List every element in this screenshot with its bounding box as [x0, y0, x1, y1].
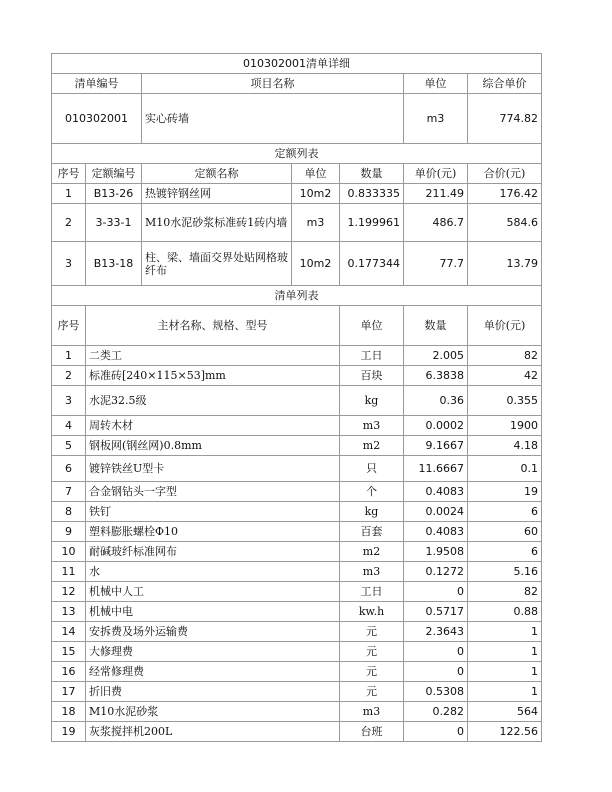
- quota-col-total: 合价(元): [468, 164, 542, 184]
- quota-col-unit: 单位: [292, 164, 340, 184]
- material-no: 6: [52, 456, 86, 482]
- material-name: 灰浆搅拌机200L: [86, 722, 340, 742]
- materials-col-unit: 单位: [340, 306, 404, 346]
- material-name: 折旧费: [86, 682, 340, 702]
- material-price: 19: [468, 482, 542, 502]
- header-row: [52, 74, 542, 94]
- material-row: [52, 366, 542, 386]
- material-no: 16: [52, 662, 86, 682]
- material-no: 15: [52, 642, 86, 662]
- material-price: 82: [468, 582, 542, 602]
- quota-total: 176.42: [468, 184, 542, 204]
- material-unit: 个: [340, 482, 404, 502]
- price-header: 综合单价: [468, 74, 542, 94]
- material-unit: 工日: [340, 582, 404, 602]
- material-row: [52, 642, 542, 662]
- material-price: 42: [468, 366, 542, 386]
- material-price: 0.88: [468, 602, 542, 622]
- material-qty: 0.1272: [404, 562, 468, 582]
- material-row: [52, 482, 542, 502]
- material-qty: 6.3838: [404, 366, 468, 386]
- material-no: 5: [52, 436, 86, 456]
- quota-header-row: [52, 164, 542, 184]
- material-name: 机械中人工: [86, 582, 340, 602]
- material-row: [52, 702, 542, 722]
- quota-qty: 0.833335: [340, 184, 404, 204]
- material-name: 经常修理费: [86, 662, 340, 682]
- materials-header-row: [52, 306, 542, 346]
- material-name: 塑料膨胀螺栓Φ10: [86, 522, 340, 542]
- unit-header: 单位: [404, 74, 468, 94]
- material-qty: 0: [404, 642, 468, 662]
- material-no: 17: [52, 682, 86, 702]
- material-row: [52, 542, 542, 562]
- material-qty: 0.4083: [404, 482, 468, 502]
- material-unit: 台班: [340, 722, 404, 742]
- material-qty: 0.0002: [404, 416, 468, 436]
- material-no: 11: [52, 562, 86, 582]
- material-qty: 9.1667: [404, 436, 468, 456]
- material-no: 18: [52, 702, 86, 722]
- quota-unit: 10m2: [292, 184, 340, 204]
- quota-col-price: 单价(元): [404, 164, 468, 184]
- material-no: 3: [52, 386, 86, 416]
- material-no: 4: [52, 416, 86, 436]
- quota-no: 1: [52, 184, 86, 204]
- material-unit: 百块: [340, 366, 404, 386]
- quota-name: 柱、梁、墙面交界处贴网格玻纤布: [142, 242, 292, 286]
- title-row: [52, 54, 542, 74]
- material-price: 82: [468, 346, 542, 366]
- material-no: 7: [52, 482, 86, 502]
- material-unit: kg: [340, 386, 404, 416]
- material-name: 标准砖[240×115×53]mm: [86, 366, 340, 386]
- material-name: 周转木材: [86, 416, 340, 436]
- material-qty: 0: [404, 722, 468, 742]
- material-name: 水: [86, 562, 340, 582]
- materials-section-title: 清单列表: [52, 286, 542, 306]
- material-unit: 元: [340, 642, 404, 662]
- materials-col-price: 单价(元): [468, 306, 542, 346]
- material-qty: 2.005: [404, 346, 468, 366]
- quota-col-qty: 数量: [340, 164, 404, 184]
- materials-section-row: [52, 286, 542, 306]
- material-row: [52, 346, 542, 366]
- quota-unit: m3: [292, 204, 340, 242]
- material-no: 1: [52, 346, 86, 366]
- material-unit: m3: [340, 416, 404, 436]
- materials-col-name: 主材名称、规格、型号: [86, 306, 340, 346]
- material-name: 合金钢钻头一字型: [86, 482, 340, 502]
- quota-price: 211.49: [404, 184, 468, 204]
- material-price: 564: [468, 702, 542, 722]
- quota-code: B13-26: [86, 184, 142, 204]
- material-unit: 元: [340, 682, 404, 702]
- quota-unit: 10m2: [292, 242, 340, 286]
- item-unit: m3: [404, 94, 468, 144]
- material-qty: 0.5308: [404, 682, 468, 702]
- material-price: 60: [468, 522, 542, 542]
- quota-col-no: 序号: [52, 164, 86, 184]
- quota-total: 584.6: [468, 204, 542, 242]
- material-qty: 0.36: [404, 386, 468, 416]
- material-qty: 1.9508: [404, 542, 468, 562]
- quota-row: [52, 184, 542, 204]
- materials-col-qty: 数量: [404, 306, 468, 346]
- material-name: M10水泥砂浆: [86, 702, 340, 722]
- material-no: 8: [52, 502, 86, 522]
- material-qty: 0.282: [404, 702, 468, 722]
- quota-section-title: 定额列表: [52, 144, 542, 164]
- material-no: 2: [52, 366, 86, 386]
- material-qty: 0.5717: [404, 602, 468, 622]
- name-header: 项目名称: [142, 74, 404, 94]
- material-name: 镀锌铁丝U型卡: [86, 456, 340, 482]
- material-name: 二类工: [86, 346, 340, 366]
- quota-code: 3-33-1: [86, 204, 142, 242]
- table-title: 010302001清单详细: [52, 54, 542, 74]
- material-unit: m3: [340, 702, 404, 722]
- material-row: [52, 662, 542, 682]
- material-unit: 百套: [340, 522, 404, 542]
- material-price: 0.355: [468, 386, 542, 416]
- material-no: 9: [52, 522, 86, 542]
- item-name: 实心砖墙: [142, 94, 404, 144]
- material-row: [52, 562, 542, 582]
- material-name: 钢板网(钢丝网)0.8mm: [86, 436, 340, 456]
- material-qty: 2.3643: [404, 622, 468, 642]
- material-no: 14: [52, 622, 86, 642]
- material-no: 13: [52, 602, 86, 622]
- quota-code: B13-18: [86, 242, 142, 286]
- material-qty: 0: [404, 582, 468, 602]
- item-row: [52, 94, 542, 144]
- materials-col-no: 序号: [52, 306, 86, 346]
- material-price: 1: [468, 682, 542, 702]
- material-row: [52, 722, 542, 742]
- material-unit: kw.h: [340, 602, 404, 622]
- material-row: [52, 502, 542, 522]
- material-name: 铁钉: [86, 502, 340, 522]
- material-qty: 0.4083: [404, 522, 468, 542]
- quota-price: 77.7: [404, 242, 468, 286]
- quota-no: 3: [52, 242, 86, 286]
- bill-detail-table: [51, 53, 542, 742]
- quota-row: [52, 242, 542, 286]
- material-price: 1900: [468, 416, 542, 436]
- material-unit: m2: [340, 542, 404, 562]
- material-qty: 11.6667: [404, 456, 468, 482]
- material-price: 122.56: [468, 722, 542, 742]
- quota-price: 486.7: [404, 204, 468, 242]
- material-qty: 0: [404, 662, 468, 682]
- material-price: 1: [468, 662, 542, 682]
- material-price: 6: [468, 542, 542, 562]
- material-unit: kg: [340, 502, 404, 522]
- material-unit: 只: [340, 456, 404, 482]
- code-header: 清单编号: [52, 74, 142, 94]
- material-name: 大修理费: [86, 642, 340, 662]
- material-name: 水泥32.5级: [86, 386, 340, 416]
- quota-no: 2: [52, 204, 86, 242]
- material-price: 1: [468, 622, 542, 642]
- material-no: 12: [52, 582, 86, 602]
- quota-total: 13.79: [468, 242, 542, 286]
- item-price: 774.82: [468, 94, 542, 144]
- material-unit: 工日: [340, 346, 404, 366]
- material-row: [52, 582, 542, 602]
- material-row: [52, 522, 542, 542]
- material-unit: 元: [340, 662, 404, 682]
- material-price: 6: [468, 502, 542, 522]
- material-no: 10: [52, 542, 86, 562]
- quota-row: [52, 204, 542, 242]
- material-no: 19: [52, 722, 86, 742]
- material-name: 机械中电: [86, 602, 340, 622]
- material-row: [52, 456, 542, 482]
- quota-col-name: 定额名称: [142, 164, 292, 184]
- material-row: [52, 416, 542, 436]
- quota-col-code: 定额编号: [86, 164, 142, 184]
- material-unit: m2: [340, 436, 404, 456]
- quota-section-row: [52, 144, 542, 164]
- material-unit: m3: [340, 562, 404, 582]
- material-row: [52, 436, 542, 456]
- material-unit: 元: [340, 622, 404, 642]
- quota-qty: 0.177344: [340, 242, 404, 286]
- material-qty: 0.0024: [404, 502, 468, 522]
- material-name: 耐碱玻纤标准网布: [86, 542, 340, 562]
- material-row: [52, 622, 542, 642]
- quota-qty: 1.199961: [340, 204, 404, 242]
- material-row: [52, 386, 542, 416]
- material-price: 5.16: [468, 562, 542, 582]
- item-code: 010302001: [52, 94, 142, 144]
- material-row: [52, 682, 542, 702]
- material-price: 1: [468, 642, 542, 662]
- material-name: 安拆费及场外运输费: [86, 622, 340, 642]
- material-price: 4.18: [468, 436, 542, 456]
- material-row: [52, 602, 542, 622]
- material-price: 0.1: [468, 456, 542, 482]
- quota-name: M10水泥砂浆标准砖1砖内墙: [142, 204, 292, 242]
- quota-name: 热镀锌钢丝网: [142, 184, 292, 204]
